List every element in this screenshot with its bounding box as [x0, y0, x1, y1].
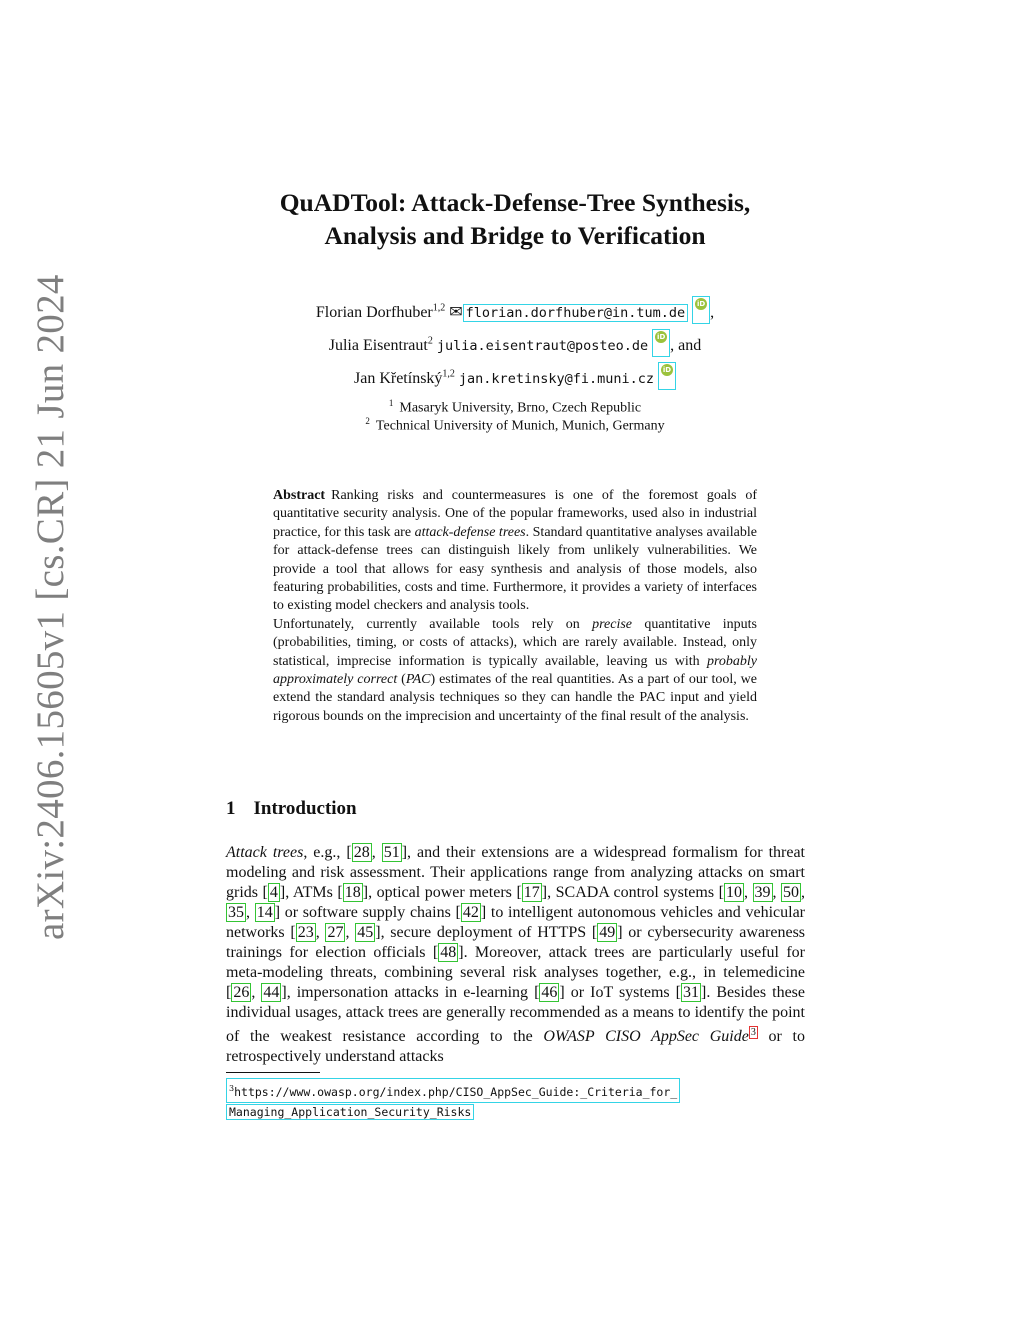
intro-text: , and their extensions are a widespread formalism for threat modeling and risk assessment. Their applications range from analyzing attacks on smart grids [226, 844, 806, 901]
intro-text: . Moreover, attack trees are particularly useful for meta-modeling threats, combining several risk analyses together, e.g., in telemedicine [226, 944, 806, 981]
orcid-icon: iD [657, 333, 666, 341]
abstract [273, 487, 757, 726]
section-number: 1 [226, 798, 236, 819]
author-email-link[interactable]: florian.dorfhuber@in.tum.de [463, 304, 688, 322]
author-email-link[interactable]: julia.eisentraut@posteo.de [436, 338, 649, 354]
intro-text: or cybersecurity awareness trainings for election officials [226, 924, 806, 961]
abstract-text: ( [397, 672, 406, 688]
affiliation-text: Masaryk University, Brno, Czech Republic [399, 400, 642, 416]
citation-link[interactable]: 27 [327, 924, 344, 941]
author-affil-sup: 1,2 [442, 368, 455, 380]
abstract-emphasis: probably approximately correct [273, 653, 757, 688]
citation-link[interactable]: 49 [599, 924, 616, 941]
citation-link[interactable]: 14 [256, 904, 273, 921]
orcid-link[interactable] [658, 362, 676, 390]
orcid-link[interactable] [652, 329, 670, 357]
arxiv-side-stamp: arXiv:2406.15605v1 [cs.CR] 21 Jun 2024 [29, 274, 72, 940]
citation-link[interactable]: 17 [523, 884, 540, 901]
affiliation-sup: 2 [365, 416, 370, 426]
title-line-2: Analysis and Bridge to Verification [324, 221, 706, 250]
citation-link[interactable]: 35 [228, 904, 244, 921]
footnote-ref-link[interactable]: 3 [750, 1027, 756, 1038]
author-1 [200, 296, 830, 324]
intro-emphasis: OWASP CISO AppSec Guide [543, 1028, 749, 1045]
author-name: Jan Křetínský [353, 370, 443, 387]
citation-link[interactable]: 31 [682, 984, 699, 1001]
author-3 [200, 362, 830, 390]
section-title: Introduction [253, 798, 357, 819]
orcid-link[interactable] [692, 296, 710, 324]
abstract-emphasis: PAC [405, 672, 431, 688]
citation-link[interactable]: 45 [357, 924, 374, 941]
affiliation-sup: 1 [388, 398, 394, 408]
intro-text: or to retrospectively understand attacks [226, 1028, 805, 1065]
footnote-url-line-2[interactable]: Managing_Application_Security_Risks [226, 1104, 474, 1120]
intro-text: , optical power meters [368, 884, 517, 901]
intro-text: . Besides these individual usages, attack trees are generally recommended as a means to identify the point of the weakest resistance according to the [226, 984, 806, 1045]
footnote-rule [226, 1072, 320, 1073]
citation-link[interactable]: 48 [440, 944, 457, 961]
orcid-icon: iD [662, 366, 672, 374]
footnote-mark: 3 [229, 1084, 235, 1093]
citation-link[interactable]: 50 [783, 884, 800, 901]
intro-text: or software supply chains [280, 904, 456, 921]
author-email-link[interactable]: jan.kretinsky@fi.muni.cz [458, 371, 654, 387]
citation-link[interactable]: 4 [269, 884, 278, 901]
abstract-label: Abstract [273, 488, 326, 503]
citation-link[interactable]: 42 [462, 904, 479, 921]
section-heading [226, 798, 357, 820]
citation-link[interactable]: 18 [344, 884, 361, 901]
intro-text: , e.g., [303, 844, 347, 861]
footnote-url-line-1: https://www.owasp.org/index.php/CISO_AppSec_Guide:_Criteria_for_ [234, 1085, 678, 1099]
footnote-url-link[interactable] [226, 1078, 680, 1103]
footnote [226, 1078, 805, 1122]
author-affil-sup: 1,2 [432, 302, 446, 314]
citation-link[interactable]: 39 [754, 884, 771, 901]
abstract-emphasis: attack-defense trees [414, 524, 526, 540]
intro-text: , impersonation attacks in e-learning [286, 984, 535, 1001]
author-2 [200, 329, 830, 357]
intro-text: , ATMs [285, 884, 338, 901]
abstract-paragraph-1 [273, 487, 757, 616]
abstract-text: Ranking risks and countermeasures is one of the foremost goals of quantitative security analysis. One of the popular frameworks, used also in industrial practice, for this task are [273, 488, 757, 540]
author-affil-sup: 2 [427, 335, 433, 347]
intro-text: or IoT systems [564, 984, 676, 1001]
affiliation-2 [200, 416, 830, 435]
orcid-icon: iD [697, 300, 706, 308]
abstract-text: Unfortunately, currently available tools rely on [273, 616, 593, 632]
author-name: Julia Eisentraut [328, 337, 428, 354]
affiliation-1 [200, 398, 830, 417]
citation-link[interactable]: 51 [383, 844, 400, 861]
author-name: Florian Dorfhuber [315, 304, 433, 321]
intro-emphasis: Attack trees [226, 844, 304, 861]
abstract-paragraph-2 [273, 616, 757, 726]
paper-title [200, 186, 830, 252]
abstract-text: ) estimates of the real quantities. As a part of our tool, we extend the standard analysis techniques so they can handle the PAC input and yield rigorous bounds on the imprecision and uncertainty of the final result of the analysis. [273, 672, 758, 724]
intro-paragraph: Attack trees, e.g., [ 28 , 51 ], and their extensions are a widespread formalism for threat modeling and risk assessment. Their applications range from analyzing attacks on smart grids [ 4 ], ATMs [ 18 ], optical power meters [ 17 ], SCADA control systems [ 10 , 39 , 50 , 35 , 14 ] or software supply chains [ 42 ] to intelligent autonomous vehicles and vehicular networks [ 23 , 27 , 45 ], secure deployment of HTTPS [ 49 ] or cybersecurity awareness trainings for election officials [ 48 ]. Moreover, attack trees are particularly useful for meta-modeling threats, combining several risk analyses together, e.g., in telemedicine [ 26 , 44 ], impersonation attacks in e-learning [ 46 ] or IoT systems [ 31 ]. Besides these individual usages, attack trees are generally recommended as a means to identify the point of the weakest resistance according to the OWASP CISO AppSec Guide $^3$ or to retrospectively understand attacks [226, 844, 806, 1065]
citation-link[interactable]: 44 [263, 984, 280, 1001]
abstract-text: . Standard quantitative analyses available for attack-defense trees can distinguish likely from unlikely vulnerabilities. We provide a tool that allows for easy synthesis and analysis of those models, also featuring probabilities, costs and time. Furthermore, it provides a variety of interfaces to existing model checkers and analysis tools. [273, 524, 757, 614]
intro-text: , SCADA control systems [547, 884, 719, 901]
intro-text: , secure deployment of HTTPS [380, 924, 592, 941]
author-separator: , and [670, 337, 702, 354]
citation-link[interactable]: 28 [353, 844, 370, 861]
abstract-text: quantitative inputs (probabilities, timing, or costs of attacks), which are rarely available. Instead, only statistical, imprecise information is typically available, leaving us with [273, 616, 757, 669]
mail-icon: ✉ [449, 304, 463, 321]
abstract-emphasis: precise [592, 616, 633, 632]
citation-link[interactable]: 23 [297, 924, 314, 941]
author-separator: , [710, 304, 715, 321]
citation-link[interactable]: 46 [541, 984, 558, 1001]
title-line-1: QuADTool: Attack-Defense-Tree Synthesis, [279, 188, 751, 217]
affiliation-text: Technical University of Munich, Munich, Germany [375, 418, 665, 434]
intro-text: to intelligent autonomous vehicles and vehicular networks [226, 904, 806, 941]
citation-link[interactable]: 26 [233, 984, 250, 1001]
citation-link[interactable]: 10 [725, 884, 742, 901]
